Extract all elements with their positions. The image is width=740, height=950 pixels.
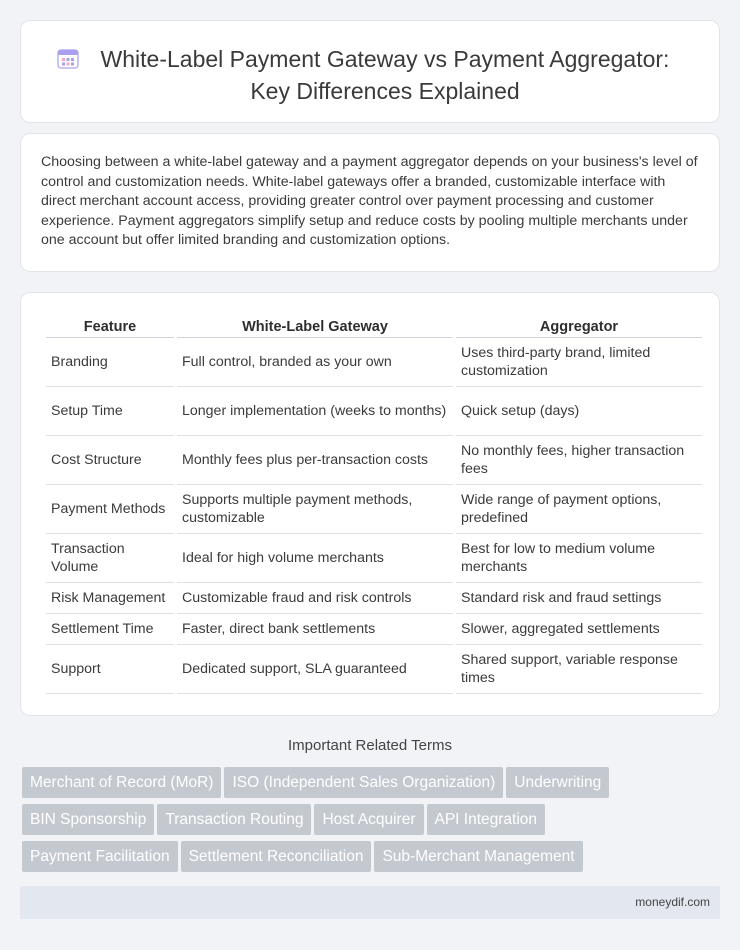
site-credit[interactable]: moneydif.com (635, 895, 710, 909)
related-term-tag[interactable]: BIN Sponsorship (22, 804, 154, 835)
table-row (46, 485, 702, 534)
page-title: White-Label Payment Gateway vs Payment Aggregator: Key Differences Explained (100, 46, 670, 104)
column-header-feature: Feature (46, 315, 174, 338)
feature-cell: Risk Management (46, 583, 174, 614)
aggregator-cell: Quick setup (days) (456, 387, 702, 436)
column-header-aggregator: Aggregator (456, 315, 702, 338)
aggregator-cell: Uses third-party brand, limited customization (456, 338, 702, 387)
footer-bar (20, 886, 720, 919)
table-row (46, 614, 702, 645)
aggregator-cell: Shared support, variable response times (456, 645, 702, 694)
aggregator-cell: Slower, aggregated settlements (456, 614, 702, 645)
feature-cell: Branding (46, 338, 174, 387)
feature-cell: Transaction Volume (46, 534, 174, 583)
related-terms-heading: Important Related Terms (288, 737, 452, 754)
white-label-cell: Full control, branded as your own (177, 338, 453, 387)
aggregator-cell: No monthly fees, higher transaction fees (456, 436, 702, 485)
feature-cell: Support (46, 645, 174, 694)
aggregator-cell: Best for low to medium volume merchants (456, 534, 702, 583)
table-row (46, 338, 702, 387)
related-terms-list (22, 767, 712, 878)
related-term-tag[interactable]: Sub-Merchant Management (374, 841, 582, 872)
intro-card (20, 133, 720, 272)
related-term-tag[interactable]: Merchant of Record (MoR) (22, 767, 221, 798)
table-row (46, 583, 702, 614)
aggregator-cell: Standard risk and fraud settings (456, 583, 702, 614)
table-row (46, 387, 702, 436)
related-term-tag[interactable]: API Integration (427, 804, 546, 835)
white-label-cell: Longer implementation (weeks to months) (177, 387, 453, 436)
aggregator-cell: Wide range of payment options, predefined (456, 485, 702, 534)
table-row (46, 645, 702, 694)
title-card (20, 20, 720, 123)
white-label-cell: Supports multiple payment methods, customizable (177, 485, 453, 534)
white-label-cell: Faster, direct bank settlements (177, 614, 453, 645)
table-row (46, 436, 702, 485)
white-label-cell: Ideal for high volume merchants (177, 534, 453, 583)
related-term-tag[interactable]: Underwriting (506, 767, 609, 798)
related-term-tag[interactable]: Host Acquirer (314, 804, 423, 835)
feature-cell: Cost Structure (46, 436, 174, 485)
feature-cell: Settlement Time (46, 614, 174, 645)
related-term-tag[interactable]: Transaction Routing (157, 804, 311, 835)
related-term-tag[interactable]: ISO (Independent Sales Organization) (224, 767, 503, 798)
related-term-tag[interactable]: Payment Facilitation (22, 841, 178, 872)
white-label-cell: Monthly fees plus per-transaction costs (177, 436, 453, 485)
table-row (46, 534, 702, 583)
table-header-row (46, 315, 702, 338)
white-label-cell: Dedicated support, SLA guaranteed (177, 645, 453, 694)
intro-paragraph: Choosing between a white-label gateway and a payment aggregator depends on your business's level of control and customization needs. White-label gateways offer a branded, customizable interface with direct merchant account access, providing greater control over payment processing and customer experience. Payment aggregators simplify setup and reduce costs by pooling multiple merchants under one account but offer limited branding and customization options. (41, 154, 698, 249)
comparison-table (43, 315, 705, 694)
column-header-white-label: White-Label Gateway (177, 315, 453, 338)
white-label-cell: Customizable fraud and risk controls (177, 583, 453, 614)
feature-cell: Setup Time (46, 387, 174, 436)
comparison-card (20, 292, 720, 716)
feature-cell: Payment Methods (46, 485, 174, 534)
related-term-tag[interactable]: Settlement Reconciliation (181, 841, 372, 872)
